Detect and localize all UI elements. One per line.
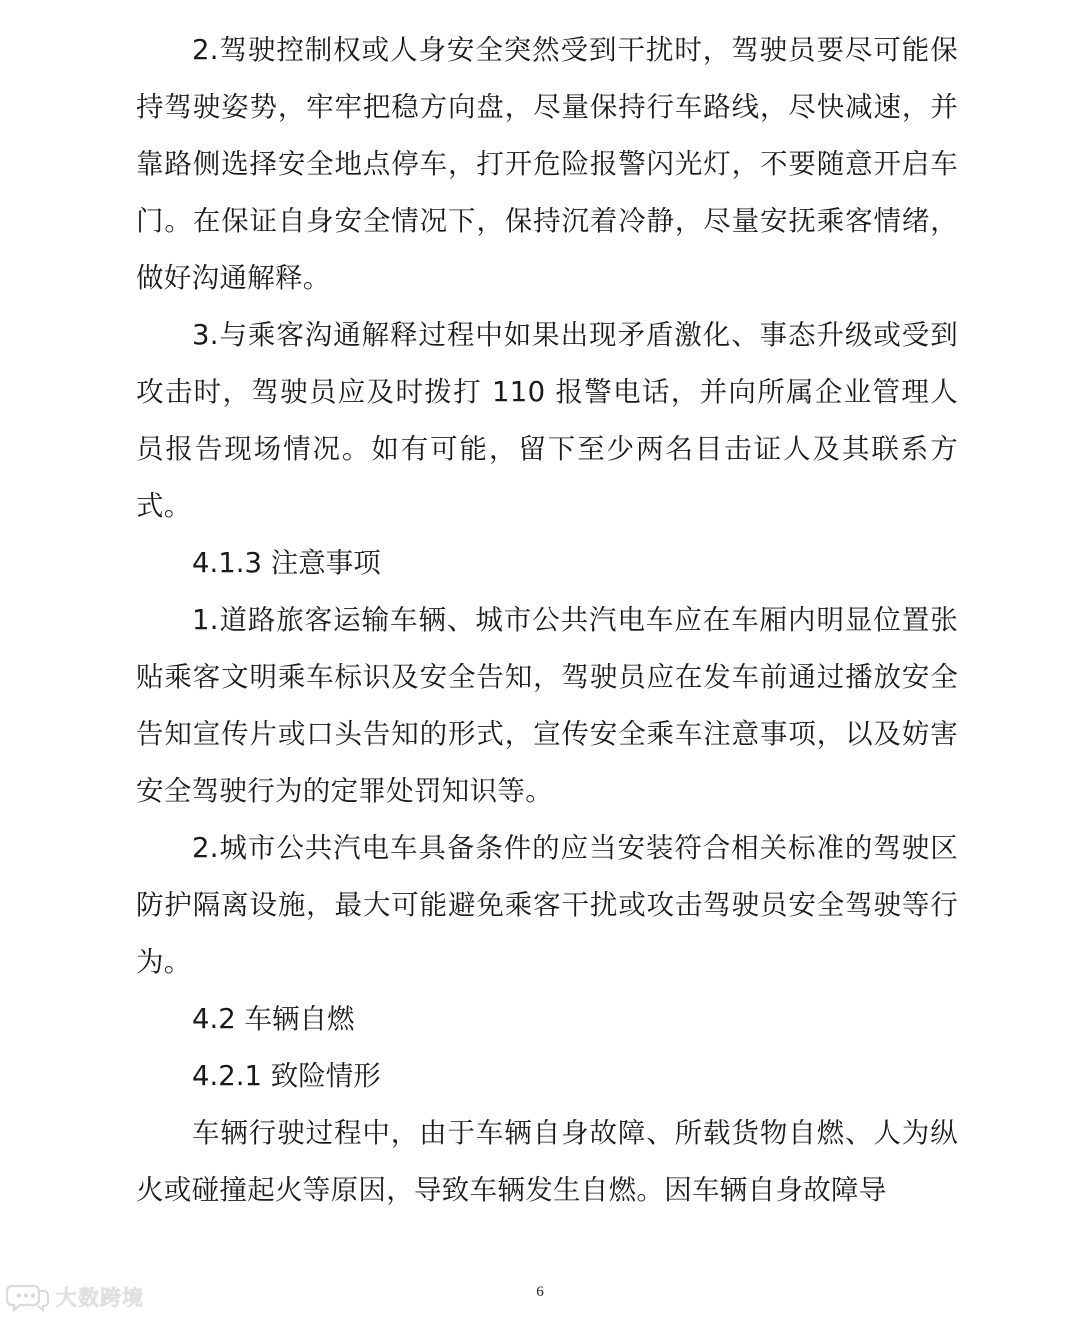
speech-bubble-logo-icon bbox=[6, 1282, 50, 1312]
watermark-text: 大数跨境 bbox=[56, 1286, 144, 1310]
paragraph-vehicle-fire: 车辆行驶过程中，由于车辆自身故障、所载货物自燃、人为纵火或碰撞起火等原因，导致车辆发生自燃。因车辆自身故障导 bbox=[136, 1117, 958, 1206]
paragraph-driver-partition: 2.城市公共汽电车具备条件的应当安装符合相关标准的驾驶区防护隔离设施，最大可能避免乘客干扰或攻击驾驶员安全驾驶等行为。 bbox=[136, 832, 958, 978]
paragraph-safety-notice: 1.道路旅客运输车辆、城市公共汽电车应在车厢内明显位置张贴乘客文明乘车标识及安全告知，驾驶员应在发车前通过播放安全告知宣传片或口头告知的形式，宣传安全乘车注意事项，以及妨害安全驾驶行为的定罪处罚知识等。 bbox=[136, 604, 958, 807]
document-body bbox=[136, 22, 958, 1219]
section-heading-4-1-3: 4.1.3 注意事项 bbox=[192, 547, 381, 579]
paragraph-conflict-escalation: 3.与乘客沟通解释过程中如果出现矛盾激化、事态升级或受到攻击时，驾驶员应及时拨打 110 报警电话，并向所属企业管理人员报告现场情况。如有可能，留下至少两名目击证人及其联系方式。 bbox=[136, 319, 958, 522]
page-number: 6 bbox=[536, 1284, 544, 1300]
section-heading-4-2: 4.2 车辆自燃 bbox=[192, 1003, 355, 1035]
paragraph-intrusion-response: 2.驾驶控制权或人身安全突然受到干扰时，驾驶员要尽可能保持驾驶姿势，牢牢把稳方向盘，尽量保持行车路线，尽快减速，并靠路侧选择安全地点停车，打开危险报警闪光灯，不要随意开启车门。在保证自身安全情况下，保持沉着冷静，尽量安抚乘客情绪，做好沟通解释。 bbox=[136, 34, 958, 294]
watermark bbox=[6, 1280, 144, 1314]
section-heading-4-2-1: 4.2.1 致险情形 bbox=[192, 1060, 381, 1092]
